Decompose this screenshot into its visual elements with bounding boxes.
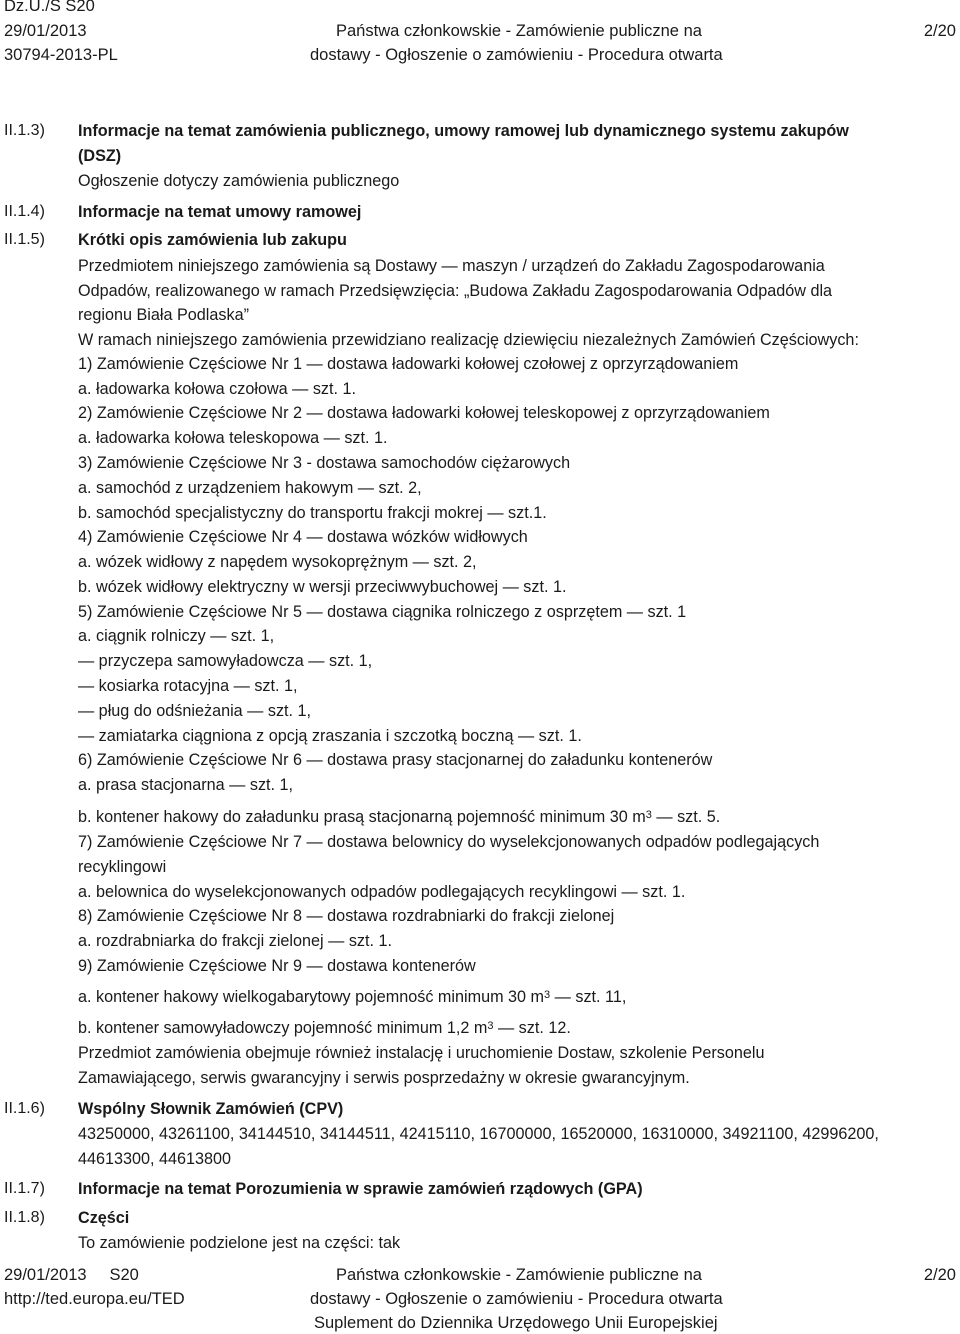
description-line: — kosiarka rotacyjna — szt. 1, — [78, 677, 298, 695]
kontener-qty: — szt. 5. — [651, 808, 721, 826]
kontener-text: b. kontener hakowy do załadunku prasą stacjonarną pojemność minimum 30 m — [78, 808, 646, 826]
header-notice-number: 30794-2013-PL — [4, 46, 118, 64]
description-line: W ramach niniejszego zamówienia przewidziano realizację dziewięciu niezależnych Zamówień Częściowych: — [78, 331, 859, 349]
heading-cpv: Wspólny Słownik Zamówień (CPV) — [78, 1100, 344, 1118]
description-line: 7) Zamówienie Częściowe Nr 7 — dostawa belownicy do wyselekcjonowanych odpadów podlegających — [78, 833, 820, 851]
description-line: 8) Zamówienie Częściowe Nr 8 — dostawa rozdrabniarki do frakcji zielonej — [78, 907, 615, 925]
description-line: Przedmiot zamówienia obejmuje również instalację i uruchomienie Dostaw, szkolenie Personelu — [78, 1044, 765, 1062]
footer-date-issue: 29/01/2013 S20 — [4, 1266, 139, 1284]
kontener-text: b. kontener samowyładowczy pojemność minimum 1,2 m — [78, 1019, 488, 1037]
header-page-number: 2/20 — [923, 22, 956, 40]
description-line: a. samochód z urządzeniem hakowym — szt. 2, — [78, 479, 422, 497]
description-line: a. ładowarka kołowa czołowa — szt. 1. — [78, 380, 357, 398]
description-line: — przyczepa samowyładowcza — szt. 1, — [78, 652, 373, 670]
description-line: 1) Zamówienie Częściowe Nr 1 — dostawa ładowarki kołowej czołowej z oprzyrządowaniem — [78, 355, 739, 373]
cpv-codes: 43250000, 43261100, 34144510, 34144511, 42415110, 16700000, 16520000, 16310000, 34921100, 42996200, 44613300, 44613800 — [78, 1125, 879, 1168]
header-title-line2: dostawy - Ogłoszenie o zamówieniu - Procedura otwarta — [310, 46, 723, 64]
kontener-qty: — szt. 12. — [493, 1019, 571, 1037]
footer-page-number: 2/20 — [923, 1266, 956, 1284]
heading-lots: Części — [78, 1209, 130, 1227]
cubic-superscript: 3 — [645, 809, 652, 821]
section-number-ii-1-7: II.1.7) — [4, 1180, 45, 1197]
description-line: a. ładowarka kołowa teleskopowa — szt. 1. — [78, 429, 388, 447]
section-number-ii-1-4: II.1.4) — [4, 203, 45, 220]
description-line: Odpadów, realizowanego w ramach Przedsięwzięcia: „Budowa Zakładu Zagospodarowania Odpadów dla — [78, 282, 833, 300]
section-number-ii-1-6: II.1.6) — [4, 1100, 45, 1117]
footer-title-line2: dostawy - Ogłoszenie o zamówieniu - Procedura otwarta — [310, 1290, 723, 1308]
cubic-superscript: 3 — [544, 989, 551, 1001]
description-line: b. wózek widłowy elektryczny w wersji przeciwwybuchowej — szt. 1. — [78, 578, 567, 596]
section-number-ii-1-8: II.1.8) — [4, 1209, 45, 1226]
description-line: a. prasa stacjonarna — szt. 1, — [78, 776, 294, 794]
description-line: 2) Zamówienie Częściowe Nr 2 — dostawa ładowarki kołowej teleskopowej z oprzyrządowaniem — [78, 404, 770, 422]
description-line-superscript — [78, 808, 720, 827]
header-title-line1: Państwa członkowskie - Zamówienie publiczne na — [336, 22, 702, 40]
description-line: b. samochód specjalistyczny do transportu frakcji mokrej — szt.1. — [78, 504, 547, 522]
description-line: a. ciągnik rolniczy — szt. 1, — [78, 627, 275, 645]
cubic-superscript: 3 — [487, 1020, 494, 1032]
description-line-superscript — [78, 1019, 571, 1038]
description-line: 3) Zamówienie Częściowe Nr 3 - dostawa samochodów ciężarowych — [78, 454, 571, 472]
kontener-text: a. kontener hakowy wielkogabarytowy pojemność minimum 30 m — [78, 988, 545, 1006]
description-line: 5) Zamówienie Częściowe Nr 5 — dostawa ciągnika rolniczego z osprzętem — szt. 1 — [78, 603, 687, 621]
description-line: recyklingowi — [78, 858, 167, 876]
description-line: — zamiatarka ciągniona z opcją zraszania i szczotką boczną — szt. 1. — [78, 727, 582, 745]
contract-info-text: Ogłoszenie dotyczy zamówienia publicznego — [78, 172, 400, 190]
description-line: — pług do odśnieżania — szt. 1, — [78, 702, 312, 720]
description-line: 9) Zamówienie Częściowe Nr 9 — dostawa kontenerów — [78, 957, 476, 975]
heading-contract-info-cont: (DSZ) — [78, 147, 122, 165]
description-line: regionu Biała Podlaska” — [78, 306, 249, 324]
description-line: Przedmiotem niniejszego zamówienia są Dostawy — maszyn / urządzeń do Zakładu Zagospodarowania — [78, 257, 825, 275]
heading-contract-info: Informacje na temat zamówienia publicznego, umowy ramowej lub dynamicznego systemu zakupów — [78, 122, 849, 140]
section-number-ii-1-5: II.1.5) — [4, 231, 45, 248]
footer-title-line1: Państwa członkowskie - Zamówienie publiczne na — [336, 1266, 702, 1284]
section-number-ii-1-3: II.1.3) — [4, 122, 45, 139]
description-line: 6) Zamówienie Częściowe Nr 6 — dostawa prasy stacjonarnej do załadunku kontenerów — [78, 751, 713, 769]
kontener-qty: — szt. 11, — [550, 988, 627, 1006]
description-line: Zamawiającego, serwis gwarancyjny i serwis posprzedażny w okresie gwarancyjnym. — [78, 1069, 690, 1087]
footer-url[interactable]: http://ted.europa.eu/TED — [4, 1290, 185, 1308]
heading-framework-info: Informacje na temat umowy ramowej — [78, 203, 362, 221]
description-line: a. belownica do wyselekcjonowanych odpadów podlegających recyklingowi — szt. 1. — [78, 883, 686, 901]
description-line-superscript — [78, 988, 626, 1007]
heading-short-description: Krótki opis zamówienia lub zakupu — [78, 231, 347, 249]
header-journal-ref: Dz.U./S S20 — [4, 0, 95, 15]
header-date: 29/01/2013 — [4, 22, 87, 40]
description-line: 4) Zamówienie Częściowe Nr 4 — dostawa wózków widłowych — [78, 528, 528, 546]
footer-supplement: Suplement do Dziennika Urzędowego Unii Europejskiej — [314, 1314, 718, 1332]
lots-text: To zamówienie podzielone jest na części: tak — [78, 1234, 401, 1252]
description-line: a. wózek widłowy z napędem wysokoprężnym — szt. 2, — [78, 553, 477, 571]
description-line: a. rozdrabniarka do frakcji zielonej — szt. 1. — [78, 932, 392, 950]
heading-gpa: Informacje na temat Porozumienia w sprawie zamówień rządowych (GPA) — [78, 1180, 643, 1198]
